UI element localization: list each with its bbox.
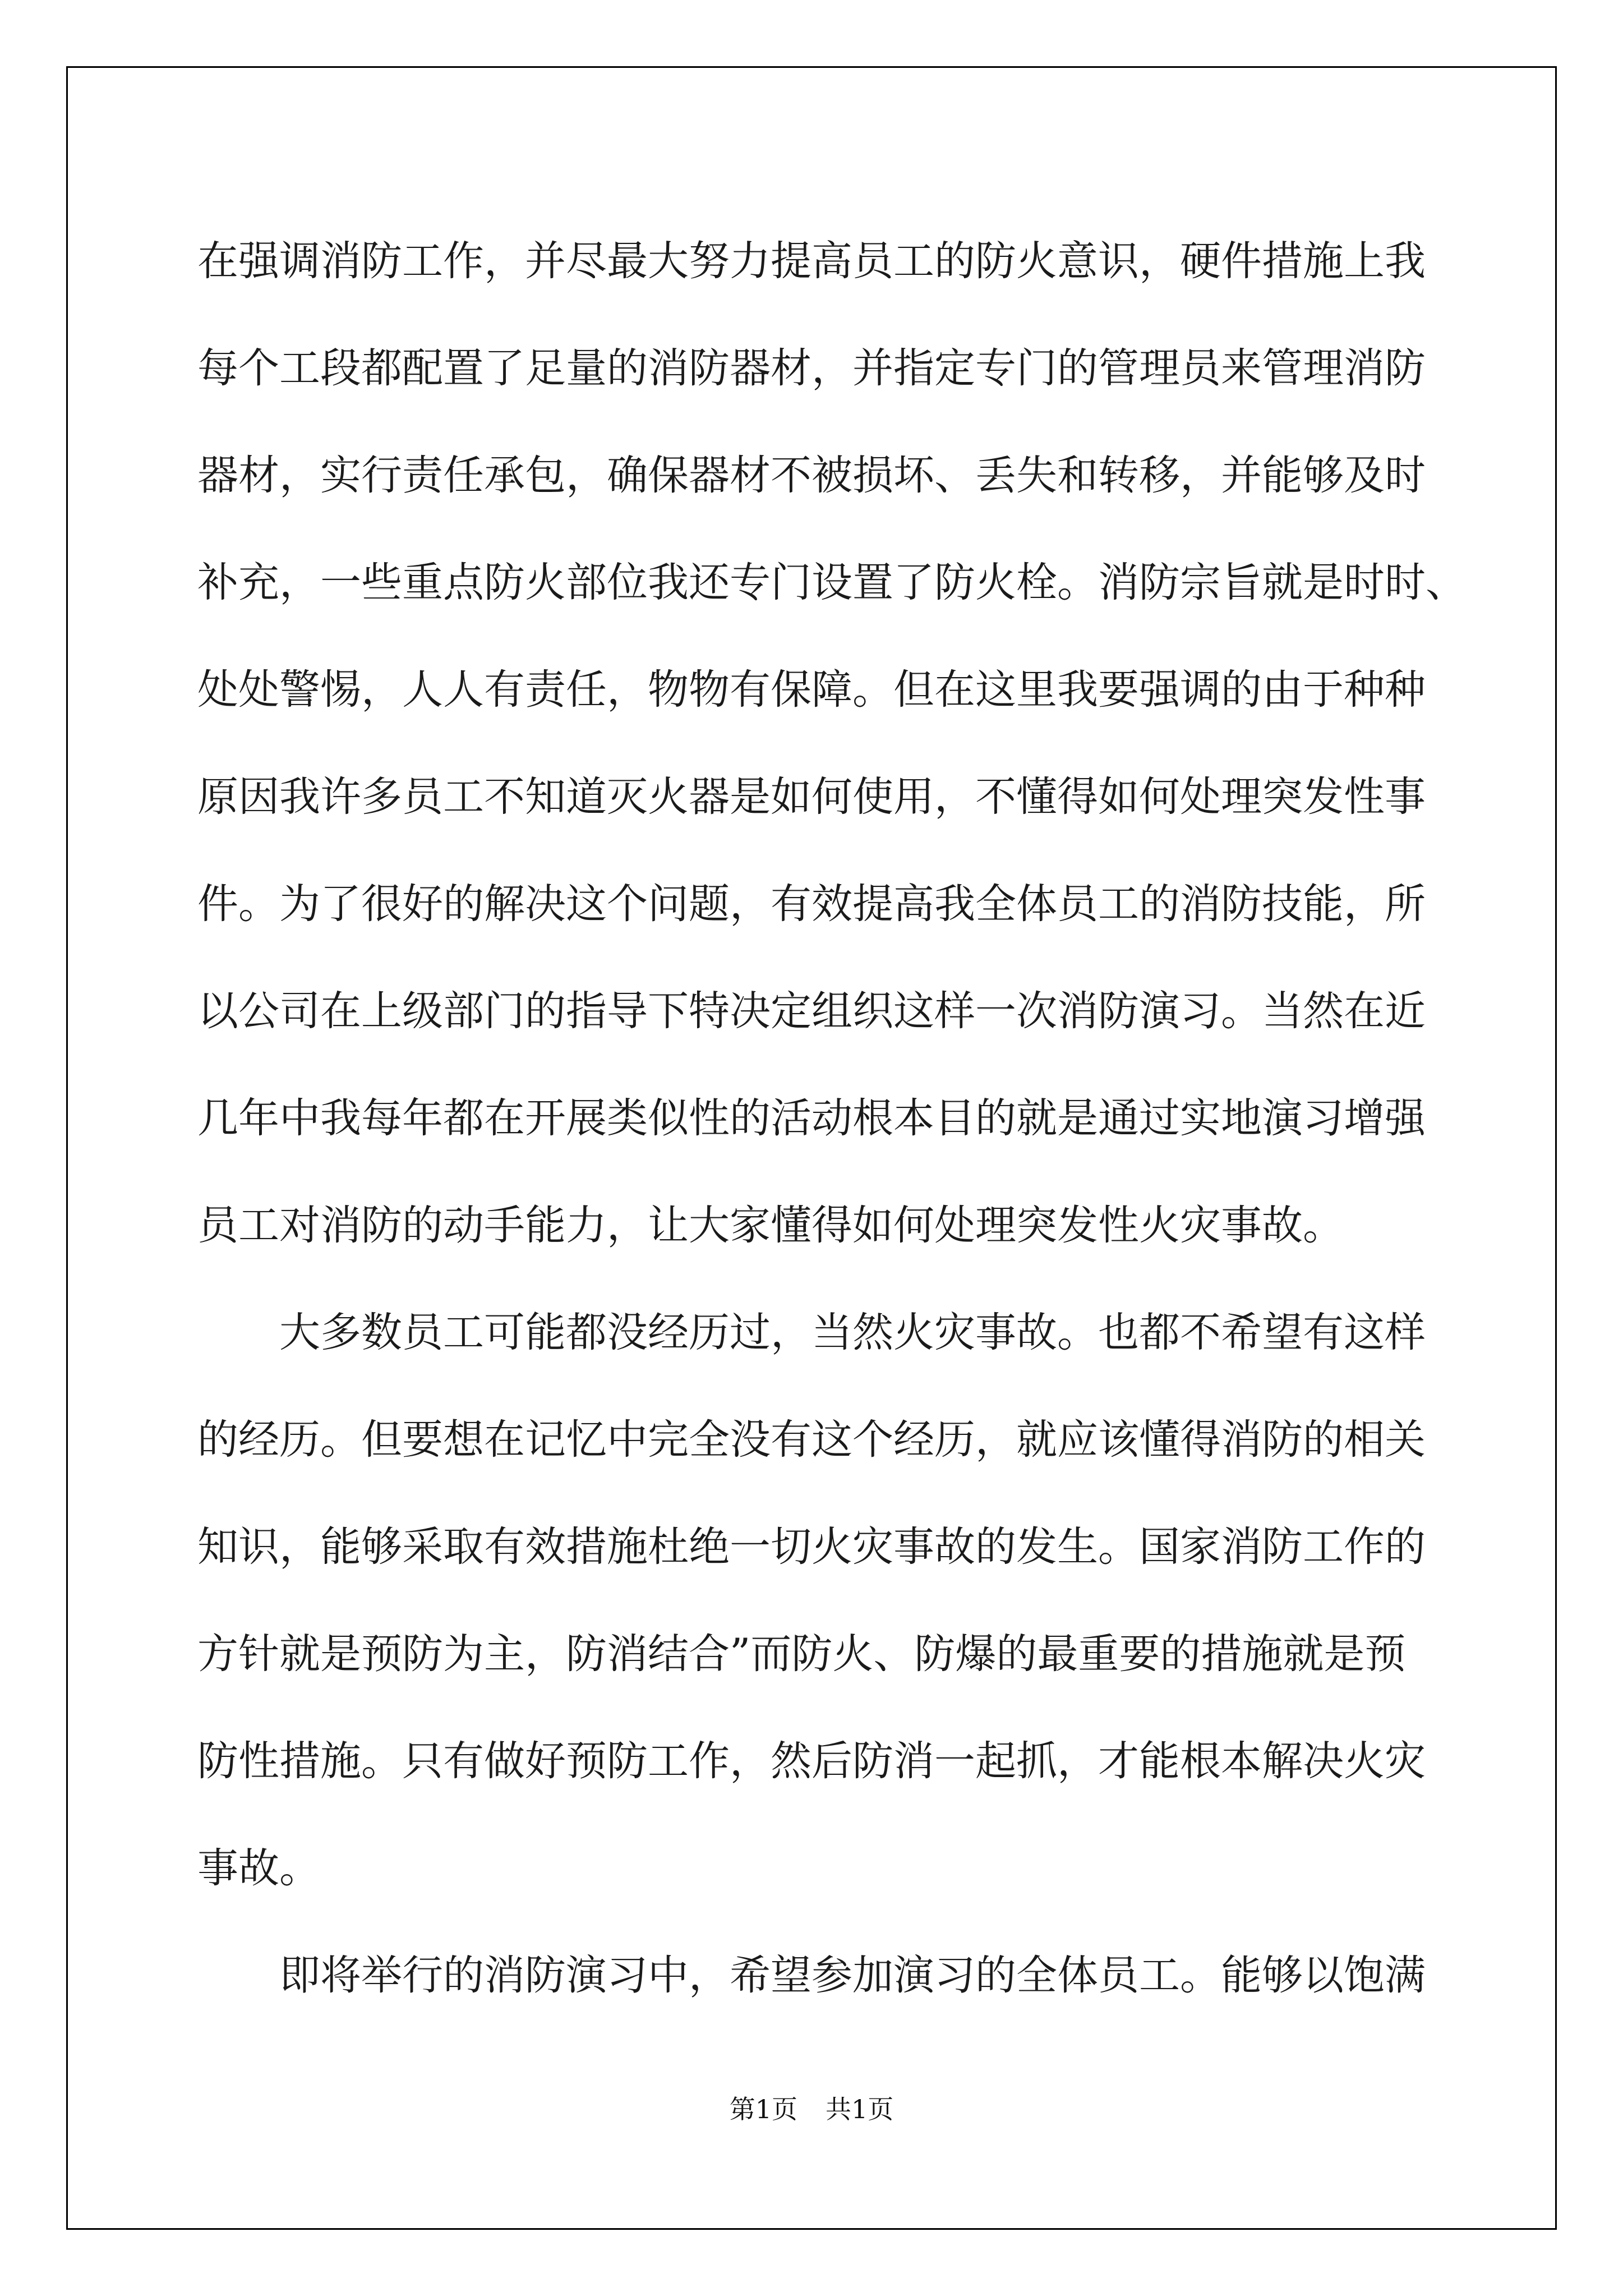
text-line: 即将举行的消防演习中，希望参加演习的全体员工。能够以饱满 [197, 1952, 1426, 1999]
page-number-current: 第1页 [729, 2094, 797, 2124]
text-line: 每个工段都配置了足量的消防器材，并指定专门的管理员来管理消防 [197, 344, 1426, 392]
page-number-total: 共1页 [826, 2094, 894, 2124]
text-line: 几年中我每年都在开展类似性的活动根本目的就是通过实地演习增强 [197, 1094, 1426, 1142]
text-line: 在强调消防工作，并尽最大努力提高员工的防火意识，硬件措施上我 [197, 237, 1426, 285]
page-footer [0, 2092, 1623, 2126]
text-line: 事故。 [197, 1844, 320, 1892]
text-line: 补充，一些重点防火部位我还专门设置了防火栓。消防宗旨就是时时、 [197, 559, 1467, 606]
text-line: 防性措施。只有做好预防工作，然后防消一起抓，才能根本解决火灾 [197, 1737, 1426, 1785]
text-line: 器材，实行责任承包，确保器材不被损坏、丢失和转移，并能够及时 [197, 452, 1426, 499]
text-line: 的经历。但要想在记忆中完全没有这个经历，就应该懂得消防的相关 [197, 1416, 1426, 1464]
text-line: 原因我许多员工不知道灭火器是如何使用，不懂得如何处理突发性事 [197, 773, 1426, 821]
text-line: 员工对消防的动手能力，让大家懂得如何处理突发性火灾事故。 [197, 1202, 1344, 1249]
text-line: 件。为了很好的解决这个问题，有效提高我全体员工的消防技能，所 [197, 880, 1426, 928]
text-line: 以公司在上级部门的指导下特决定组织这样一次消防演习。当然在近 [197, 987, 1426, 1035]
body-text [197, 208, 1467, 2029]
text-line: 知识，能够采取有效措施杜绝一切火灾事故的发生。国家消防工作的 [197, 1523, 1426, 1571]
text-line: 方针就是预防为主，防消结合”而防火、防爆的最重要的措施就是预 [197, 1630, 1406, 1678]
text-line: 大多数员工可能都没经历过，当然火灾事故。也都不希望有这样 [197, 1309, 1426, 1356]
text-line: 处处警惕，人人有责任，物物有保障。但在这里我要强调的由于种种 [197, 666, 1426, 714]
